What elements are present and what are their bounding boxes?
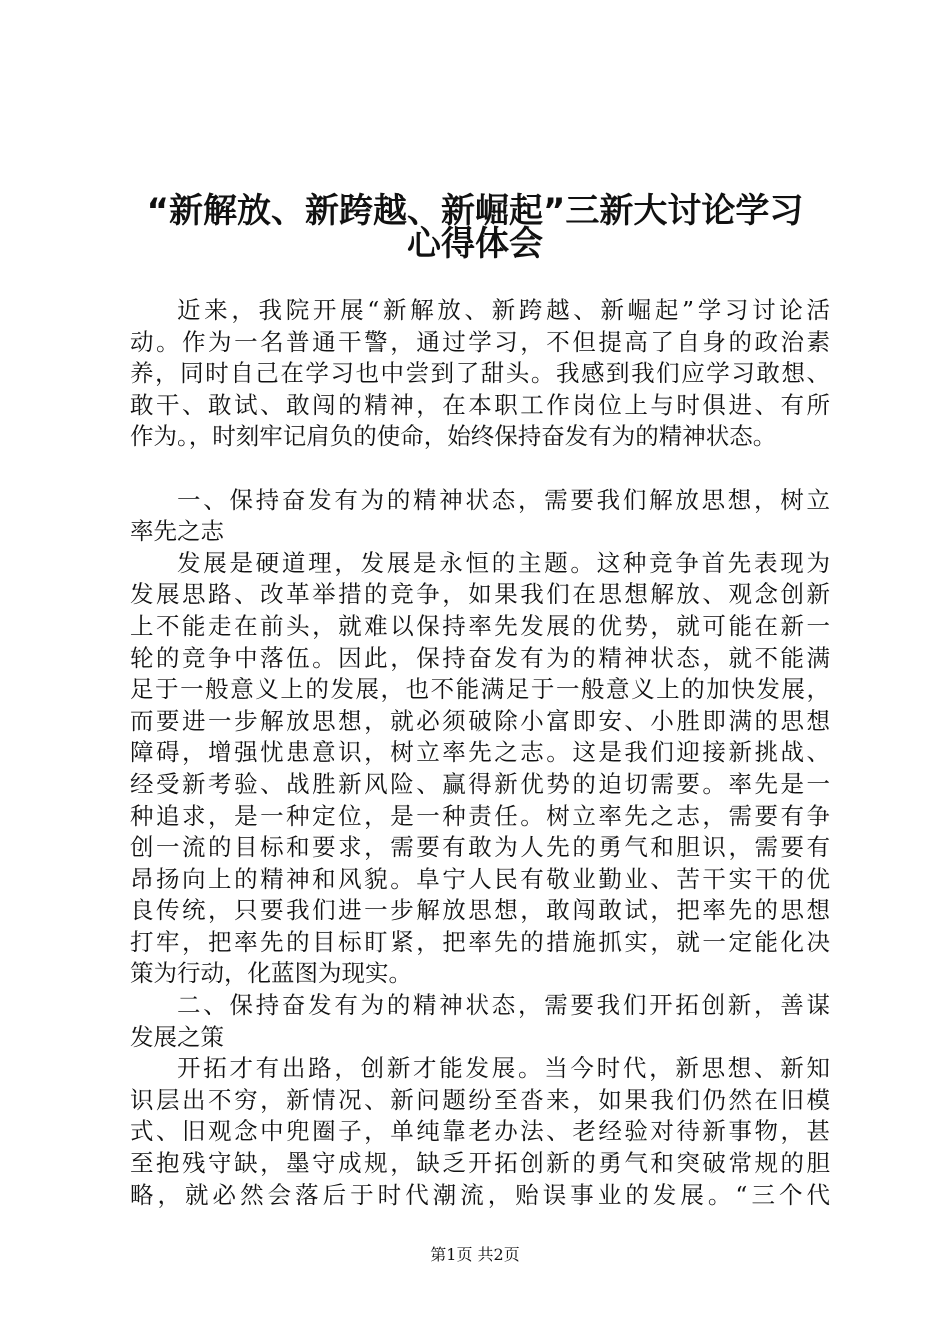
text-line: 而要进一步解放思想，就必须破除小富即安、小胜即满的思想: [130, 706, 830, 735]
section-heading-line: 率先之志: [130, 517, 224, 546]
text-line: 敢干、敢试、敢闯的精神，在本职工作岗位上与时俱进、有所: [130, 390, 830, 419]
text-line: 养，同时自己在学习也中尝到了甜头。我感到我们应学习敢想、: [130, 359, 830, 388]
document-title-line-1: “新解放、新跨越、新崛起”三新大讨论学习: [146, 191, 804, 231]
document-title-line-2: 心得体会: [407, 224, 543, 264]
text-line: 种追求，是一种定位，是一种责任。树立率先之志，需要有争: [130, 801, 830, 830]
document-body: [130, 295, 830, 1211]
text-line: 障碍，增强忧患意识，树立率先之志。这是我们迎接新挑战、: [130, 738, 830, 767]
text-line: 轮的竞争中落伍。因此，保持奋发有为的精神状态，就不能满: [130, 643, 830, 672]
text-line: 足于一般意义上的发展，也不能满足于一般意义上的加快发展，: [130, 675, 830, 704]
section-heading-line: 一、保持奋发有为的精神状态，需要我们解放思想，树立: [177, 485, 830, 514]
section-heading-line: 二、保持奋发有为的精神状态，需要我们开拓创新，善谋: [177, 991, 830, 1020]
text-line: 上不能走在前头，就难以保持率先发展的优势，就可能在新一: [130, 611, 830, 640]
text-line: 发展是硬道理，发展是永恒的主题。这种竞争首先表现为: [177, 548, 830, 577]
page-number-footer: 第1页 共2页: [430, 1245, 520, 1264]
text-line: 开拓才有出路，创新才能发展。当今时代，新思想、新知: [177, 1054, 830, 1083]
text-line: 打牢，把率先的目标盯紧，把率先的措施抓实，就一定能化决: [130, 927, 830, 956]
text-line: 识层出不穷，新情况、新问题纷至沓来，如果我们仍然在旧模: [130, 1085, 830, 1114]
text-line: 式、旧观念中兜圈子，单纯靠老办法、老经验对待新事物，甚: [130, 1117, 830, 1146]
text-line: 发展思路、改革举措的竞争，如果我们在思想解放、观念创新: [130, 580, 830, 609]
paragraph-gap: [130, 453, 830, 485]
section-heading-line: 发展之策: [130, 1022, 224, 1051]
text-line: 策为行动，化蓝图为现实。: [130, 959, 412, 988]
text-line: 创一流的目标和要求，需要有敢为人先的勇气和胆识，需要有: [130, 833, 830, 862]
text-line: 良传统，只要我们进一步解放思想，敢闯敢试，把率先的思想: [130, 896, 830, 925]
text-line: 近来，我院开展“新解放、新跨越、新崛起”学习讨论活: [177, 296, 830, 324]
text-line: 略，就必然会落后于时代潮流，贻误事业的发展。“三个代: [130, 1180, 830, 1209]
text-line: 至抱残守缺，墨守成规，缺乏开拓创新的勇气和突破常规的胆: [130, 1149, 830, 1178]
text-line: 作为。，时刻牢记肩负的使命，始终保持奋发有为的精神状态。: [130, 422, 777, 451]
text-line: 动。作为一名普通干警，通过学习，不但提高了自身的政治素: [130, 327, 830, 356]
text-line: 昂扬向上的精神和风貌。阜宁人民有敬业勤业、苦干实干的优: [130, 864, 830, 893]
text-line: 经受新考验、战胜新风险、赢得新优势的迫切需要。率先是一: [130, 769, 830, 798]
